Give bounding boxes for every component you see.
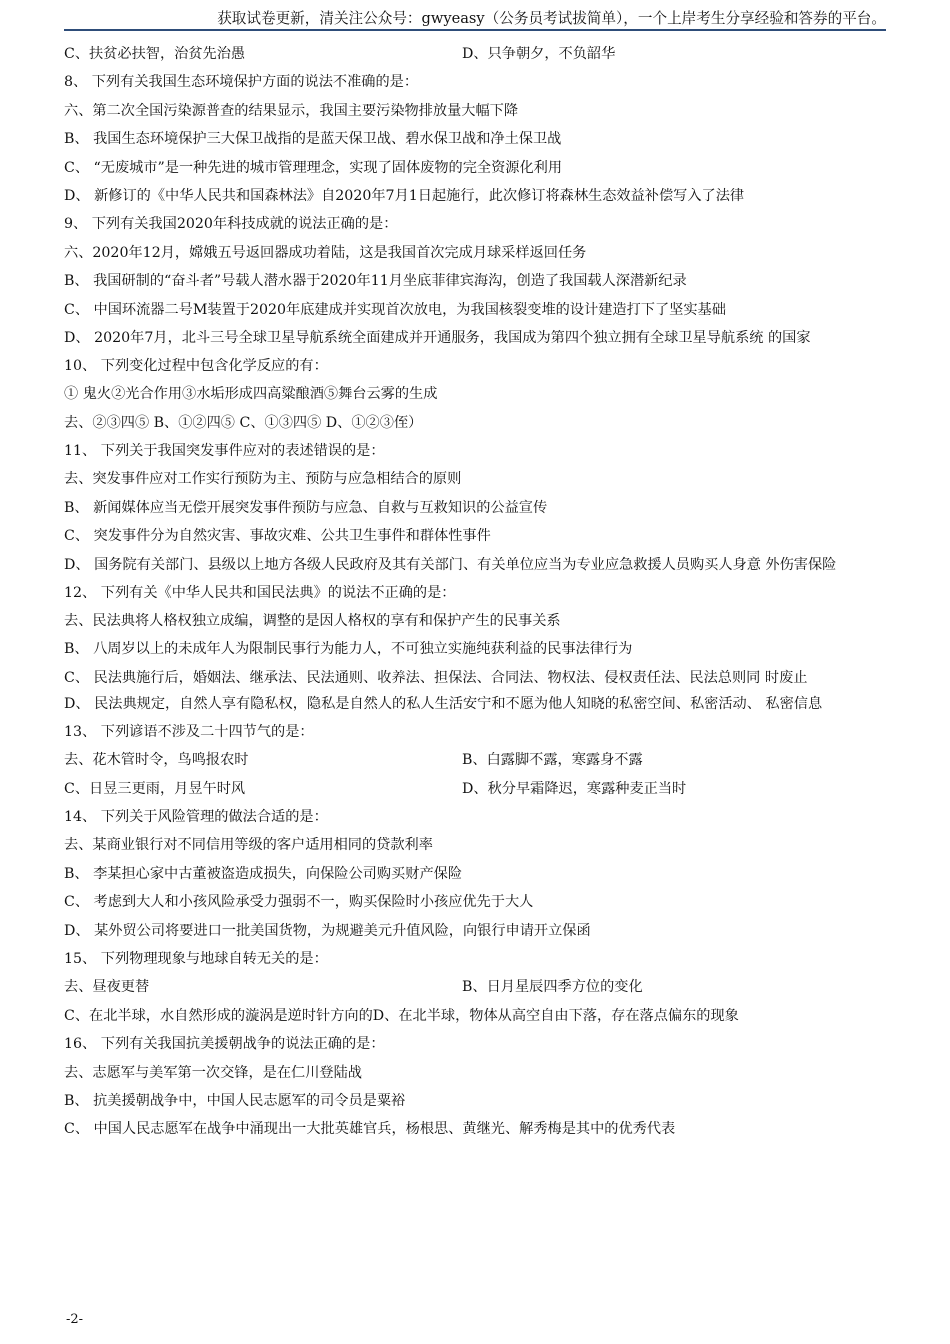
option-d: D、秋分早霜降迟，寒露种麦正当时 [462, 780, 687, 797]
option-b: B、白露脚不露，寒露身不露 [462, 752, 643, 769]
option-b: B、 新闻媒体应当无偿开展突发事件预防与应急、自救与互救知识的公益宣传 [64, 499, 548, 516]
option-d: D、 国务院有关部门、县级以上地方各级人民政府及其有关部门、有关单位应当为专业应急救援人员购买人身意 外伤害保险 [64, 556, 837, 573]
question-9: 9、 下列有关我国2020年科技成就的说法正确的是： [64, 216, 398, 233]
option-d: D、 新修订的《中华人民共和国森林法》自2020年7月1日起施行，此次修订将森林生态效益补偿写入了法律 [64, 187, 745, 204]
question-16: 16、 下列有关我国抗美援朝战争的说法正确的是： [64, 1036, 385, 1053]
option-c: C、 “无废城市”是一种先进的城市管理理念，实现了固体废物的完全资源化利用 [64, 159, 563, 176]
option-cd: C、在北半球，水自然形成的漩涡是逆时针方向的D、在北半球，物体从高空自由下落，存在落点偏东的现象 [64, 1007, 739, 1024]
option-d: D、 某外贸公司将要进口一批美国货物，为规避美元升值风险，向银行申请开立保函 [64, 922, 591, 939]
option-a: 去、花木管时令，鸟鸣报农时 [64, 752, 249, 769]
page-number: -2- [66, 1312, 84, 1327]
option-a: 去、突发事件应对工作实行预防为主、预防与应急相结合的原则 [64, 471, 462, 488]
option-a: 去、民法典将人格权独立成编，调整的是因人格权的享有和保护产生的民事关系 [64, 613, 561, 630]
page-header: 获取试卷更新，清关注公众号：gwyeasy（公务员考试拔简单），一个上岸考生分享经验和答券的平台。 [217, 10, 886, 27]
option-a: 去、某商业银行对不同信用等级的客户适用相同的贷款利率 [64, 837, 433, 854]
question-10-items: ① 鬼火②光合作用③水垢形成四高粱酿酒⑤舞台云雾的生成 [64, 386, 438, 403]
question-10: 10、 下列变化过程中包含化学反应的有： [64, 357, 328, 374]
question-8: 8、 下列有关我国生态环境保护方面的说法不准确的是： [64, 74, 419, 91]
option-row [64, 973, 886, 1001]
option-c: C、 民法典施行后，婚姻法、继承法、民法通则、收养法、担保法、合同法、物权法、侵权责任法、民法总则同 时废止 [64, 669, 808, 686]
option-b: B、日月星辰四季方位的变化 [462, 979, 643, 996]
option-d: D、只争朝夕，不负韶华 [462, 46, 616, 62]
option-b: B、 抗美援朝战争中，中国人民志愿军的司令员是粟裕 [64, 1092, 406, 1109]
option-c: C、 中国环流器二号M装置于2020年底建成并实现首次放电，为我国核裂变堆的设计建造打下了坚实基础 [64, 301, 726, 318]
option-b: B、 李某担心家中古董被盗造成损失，向保险公司购买财产保险 [64, 865, 463, 882]
question-13: 13、 下列谚语不涉及二十四节气的是： [64, 723, 314, 740]
question-12: 12、 下列有关《中华人民共和国民法典》的说法不正确的是： [64, 584, 456, 601]
option-row [64, 775, 886, 803]
option-a: 六、第二次全国污染源普查的结果显示，我国主要污染物排放量大幅下降 [64, 102, 519, 119]
question-14: 14、 下列关于风险管理的做法合适的是： [64, 808, 328, 825]
question-11: 11、 下列关于我国突发事件应对的表述错误的是： [64, 443, 385, 460]
question-15: 15、 下列物理现象与地球自转无关的是： [64, 950, 328, 967]
option-c: C、扶贫必扶智，治贫先治愚 [64, 46, 246, 62]
option-a: 六、2020年12月，嫦娥五号返回器成功着陆，这是我国首次完成月球采样返回任务 [64, 244, 587, 261]
option-c: C、 中国人民志愿军在战争中涌现出一大批英雄官兵，杨根思、黄继光、解秀梅是其中的优秀代表 [64, 1121, 676, 1138]
document-body [64, 40, 886, 1144]
option-a: 去、志愿军与美军第一次交锋，是在仁川登陆战 [64, 1064, 362, 1081]
option-b: B、 我国生态环境保护三大保卫战指的是蓝天保卫战、碧水保卫战和净土保卫战 [64, 131, 562, 148]
option-c: C、 突发事件分为自然灾害、事故灾难、公共卫生事件和群体性事件 [64, 528, 491, 545]
option-d: D、 2020年7月，北斗三号全球卫星导航系统全面建成并开通服务，我国成为第四个独立拥有全球卫星导航系统 的国家 [64, 329, 811, 346]
question-10-options: 去、②③四⑤ B、①②四⑤ C、①③四⑤ D、①②③侄） [64, 414, 423, 431]
option-c: C、 考虑到大人和小孩风险承受力强弱不一，购买保险时小孩应优先于大人 [64, 894, 534, 911]
option-a: 去、昼夜更替 [64, 979, 150, 996]
option-c: C、日昱三更雨，月昱午时风 [64, 780, 246, 797]
option-row [64, 40, 886, 68]
option-b: B、 我国研制的“奋斗者”号载人潜水器于2020年11月坐底菲律宾海沟，创造了我国载人深潜新纪录 [64, 273, 687, 290]
header-rule [64, 29, 886, 31]
option-d: D、 民法典规定，自然人享有隐私权，隐私是自然人的私人生活安宁和不愿为他人知晓的私密空间、私密活动、 私密信息 [64, 695, 823, 712]
option-b: B、 八周岁以上的未成年人为限制民事行为能力人，不可独立实施纯获利益的民事法律行为 [64, 641, 633, 658]
option-row [64, 746, 886, 774]
